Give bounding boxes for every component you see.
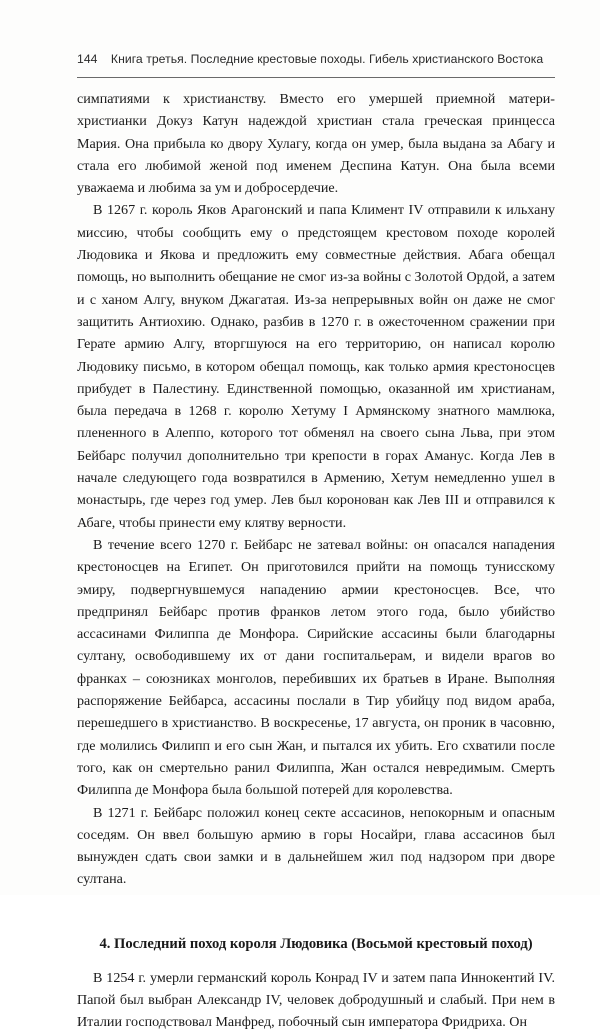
running-title: Книга третья. Последние крестовые походы. Гибель христианского Востока [110, 52, 544, 66]
paragraph-continuation: симпатиями к христианству. Вместо его умершей приемной матери-христианки Докуз Катун надеждой христиан стала греческая принцесса Мария. Она прибыла ко двору Хулагу, когда он умер, была выдана за Абагу и стала его любимой женой под именем Деспина Катун. Она была всеми уважаема и любима за ум и добросердечие. [77, 91, 555, 197]
page-number: 144 [77, 52, 98, 66]
page-body [77, 88, 555, 1034]
paragraph-1270-assassins: В течение всего 1270 г. Бейбарс не затевал войны: он опасался нападения крестоносцев на Египет. Он приготовился прийти на помощь тунисскому эмиру, подвергнувшемуся нападению армии крестоносцев. Все, что предпринял Бейбарс против франков летом этого года, было убийство ассасинами Филиппа де Монфора. Сирийские ассасины были благодарны султану, освободившему их от дани госпитальерам, и видели врагов во франках – союзниках монголов, перебивших их братьев в Иране. Выполняя распоряжение Бейбарса, ассасины послали в Тир убийцу под видом араба, перешедшего в христианство. В воскресенье, 17 августа, он проник в часовню, где молились Филипп и его сын Жан, и пытался их убить. Его схватили после того, как он смертельно ранил Филиппа, Жан остался невредимым. Смерть Филиппа де Монфора была большой потерей для королевства. [77, 536, 555, 799]
paragraph-1271: В 1271 г. Бейбарс положил конец секте ассасинов, непокорным и опасным соседям. Он ввел большую армию в горы Носайри, глава ассасинов был вынужден сдать свои замки и в дальнейшем жил под надзором при дворе султана. [77, 804, 555, 888]
paragraph-1267-mission: В 1267 г. король Яков Арагонский и папа Климент IV отправили к ильхану миссию, чтобы сообщить ему о предстоящем крестовом походе королей Людовика и Якова и предложить ему совместные действия. Абага обещал помощь, но выполнить обещание не смог из-за войны с Золотой Ордой, а затем и с ханом Алгу, внуком Джагатая. Из-за непрерывных войн он даже не смог защитить Антиохию. Однако, разбив в 1270 г. в ожесточенном сражении при Герате армию Алгу, вторгшуюся на его территорию, он написал королю Людовику письмо, в котором обещал помощь, как только армия крестоносцев прибудет в Палестину. Единственной помощью, оказанной им христианам, была передача в 1268 г. королю Хетуму I Армянскому знатного мамлюка, плененного в Алеппо, которого тот обменял на своего сына Льва, при этом Бейбарс получил дополнительно три крепости в горах Аманус. Когда Лев в начале следующего года возвратился в Армению, Хетум немедленно ушел в монастырь, где через год умер. Лев был коронован как Лев III и отправился к Абаге, чтобы принести ему клятву верности. [77, 202, 555, 531]
running-header [77, 52, 557, 66]
paragraph-1254: В 1254 г. умерли германский король Конрад IV и затем папа Иннокентий IV. Папой был выбран Александр IV, человек добродушный и слабый. При нем в Италии господствовал Манфред, побочный сын императора Фридриха. Он [77, 969, 555, 1031]
section-heading: 4. Последний поход короля Людовика (Восьмой крестовый поход) [99, 935, 533, 952]
header-divider [77, 77, 555, 78]
